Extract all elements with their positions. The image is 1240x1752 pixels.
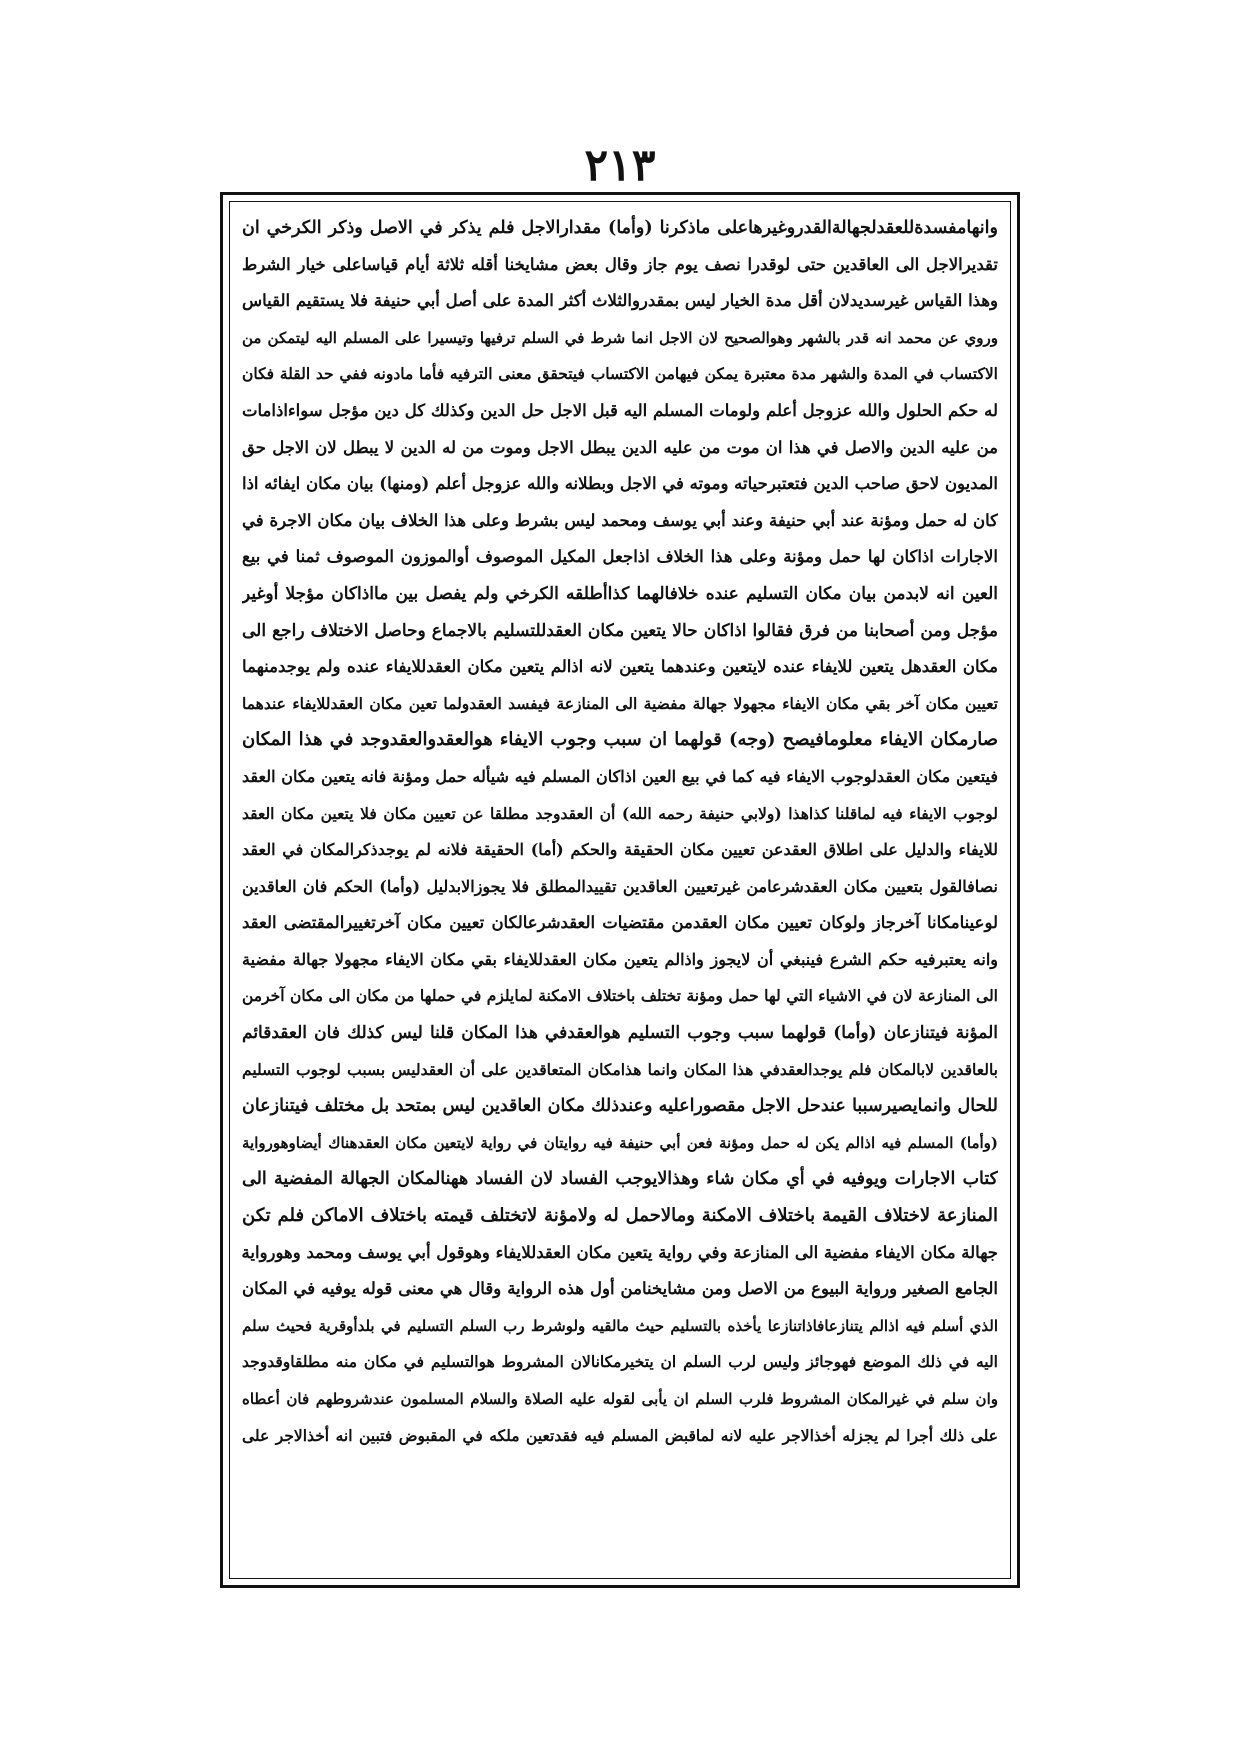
text-line: مؤجل ومن أصحابنا من فرق فقالوا اذاكان حالا يتعين مكان العقدللتسليم بالاجماع وحاصل الاختلاف راجع الى (242, 620, 998, 641)
page-frame (220, 192, 1020, 1588)
text-line: (وأما) المسلم فيه اذالم يكن له حمل ومؤنة فعن أبي حنيفة فيه روايتان في رواية لايتعين مكان العقدهناك أيضاوهورواية (242, 1133, 998, 1152)
text-line: للحال وانمايصيرسببا عندحل الاجل مقصوراعليه وعندذلك مكان العاقدين ليس بمتحد بل مختلف فيتنازعان (242, 1096, 998, 1117)
text-line: من عليه الدين والاصل في هذا ان موت من عليه الدين يبطل الاجل وموت من له الدين لا يبطل لان الاجل حق (242, 437, 998, 457)
text-line: الجامع الصغير ورواية البيوع من الاصل ومن مشايخنامن أول هذه الرواية وقال هي معنى قوله يوفيه في المكان (242, 1279, 998, 1299)
text-line: اليه في ذلك الموضع فهوجائز وليس لرب السلم ان يتخيرمكانالان المشروط هوالتسليم في مكان منه مطلقاوقدوجد (242, 1352, 998, 1372)
text-line: الاكتساب في المدة والشهر مدة معتبرة يمكن فيهامن الاكتساب فيتحقق معنى الترفيه فأما مادونه ففي حد القلة فكان (242, 364, 998, 384)
text-line: المنازعة لاختلاف القيمة باختلاف الامكنة ومالاحمل له ولامؤنة لاتختلف قيمته باختلاف الاماكن فلم تكن (242, 1205, 998, 1227)
text-line: العين انه لابدمن بيان مكان التسليم عنده خلافالهما كذاأطلقه الكرخي ولم يفصل بين مااذاكان مؤجلا أوغير (242, 583, 998, 604)
text-line: بالعاقدين لابالمكان فلم يوجدالعقدفي هذا المكان وانما هذامكان المتعاقدين على أن العقدليس بسبب لوجوب التسليم (242, 1059, 998, 1079)
text-line: المديون لاحق صاحب الدين فتعتبرحياته وموته في الاجل وبطلانه والله عزوجل أعلم (ومنها) بيان مكان ايفائه اذا (242, 474, 998, 494)
text-line: وانهامفسدةللعقدلجهالةالقدروغيرهاعلى ماذكرنا (وأما) مقدارالاجل فلم يذكر في الاصل وذكر الكرخي ان (242, 218, 998, 238)
text-line: وروي عن محمد انه قدر بالشهر وهوالصحيح لان الاجل انما شرط في السلم ترفيها وتيسيرا على المسلم اليه ليتمكن من (242, 328, 998, 347)
text-line: المؤنة فيتنازعان (وأما) قولهما سبب وجوب التسليم هوالعقدفي هذا المكان قلنا ليس كذلك فان العقدقائم (242, 1023, 998, 1044)
text-line: لوجوب الايفاء فيه لماقلنا كذاهذا (ولابي حنيفة رحمه الله) أن العقدوجد مطلقا عن تعيين مكان فلا يتعين مكان العقد (242, 803, 998, 823)
text-line: الى المنازعة لان في الاشياء التي لها حمل ومؤنة تختلف باختلاف الامكنة لمايلزم في حملها من مكان الى مكان آخرمن (242, 986, 998, 1006)
text-line: وانه يعتبرفيه حكم الشرع فينبغي أن لايجوز واذالم يتعين مكان العقدللايفاء بقي مكان الايفاء مجهولا جهالة مفضية (242, 949, 998, 969)
page-frame-inner (229, 201, 1011, 1579)
text-line: الذي أسلم فيه اذالم يتنازعافاذاتنازعا يأخذه بالتسليم حيث مالقيه ولوشرط رب السلم التسليم في بلدأوقرية فحيث سلم (242, 1316, 998, 1335)
text-line: لوعينامكانا آخرجاز ولوكان تعيين مكان العقدمن مقتضيات العقدشرعالكان تعيين مكان آخرتغييرالمقتضى العقد (242, 913, 998, 933)
text-line: تقديرالاجل الى العاقدين حتى لوقدرا نصف يوم جاز وقال بعض مشايخنا أقله ثلاثة أيام قياساعلى خيار الشرط (242, 254, 998, 274)
text-line: له حكم الحلول والله عزوجل أعلم ولومات المسلم اليه قبل الاجل حل الدين وكذلك كل دين مؤجل سواءاذامات (242, 400, 998, 420)
text-line: كتاب الاجارات ويوفيه في أي مكان شاء وهذالايوجب الفساد لان الفساد ههنالمكان الجهالة المفضية الى (242, 1169, 998, 1190)
text-line: فيتعين مكان العقدلوجوب الايفاء فيه كما في بيع العين اذاكان المسلم فيه شيأله حمل ومؤنة فانه يتعين مكان العقد (242, 766, 998, 786)
text-line: وان سلم في غيرالمكان المشروط فلرب السلم ان يأبى لقوله عليه الصلاة والسلام المسلمون عندشروطهم فان أعطاه (242, 1390, 998, 1408)
page-number: ٢١٣ (584, 140, 656, 191)
text-line: كان له حمل ومؤنة عند أبي حنيفة وعند أبي يوسف ومحمد ليس بشرط وعلى هذا الخلاف بيان مكان الاجرة في (242, 510, 998, 530)
body-text (242, 210, 998, 1570)
text-line: تعيين مكان آخر بقي مكان الايفاء مجهولا جهالة مفضية الى المنازعة فيفسد العقدولما تعين مكان العقدللايفاء عندهما (242, 693, 998, 713)
text-line: جهالة مكان الايفاء مفضية الى المنازعة وفي رواية يتعين مكان العقدللايفاء وهوقول أبي يوسف ومحمد وهورواية (242, 1242, 998, 1262)
text-line: نصافالقول بتعيين مكان العقدشرعامن غيرتعيين العاقدين تقييدالمطلق فلا يجوزالابدليل (وأما) الحكم فان العاقدين (242, 876, 998, 896)
text-line: وهذا القياس غيرسديدلان أقل مدة الخيار ليس بمقدروالثلاث أكثر المدة على أصل أبي حنيفة فلا يستقيم القياس (242, 291, 998, 311)
text-line: على ذلك أجرا لم يجزله أخذالاجر عليه لانه لماقبض المسلم فيه فقدتعين ملكه في المقبوض فتبين انه أخذالاجر على (242, 1425, 998, 1445)
text-line: صارمكان الايفاء معلومافيصح (وجه) قولهما ان سبب وجوب الايفاء هوالعقدوالعقدوجد في هذا المكان (242, 729, 998, 751)
text-line: الاجارات اذاكان لها حمل ومؤنة وعلى هذا الخلاف اذاجعل المكيل الموصوف أوالموزون الموصوف ثمنا في بيع (242, 547, 998, 567)
text-line: للايفاء والدليل على اطلاق العقدعن تعيين مكان الحقيقة والحكم (أما) الحقيقة فلانه لم يوجدذكرالمكان في العقد (242, 840, 998, 860)
text-line: مكان العقدهل يتعين للايفاء عنده لايتعين وعندهما يتعين لانه اذالم يتعين مكان العقدللايفاء عنده ولم يوجدمنهما (242, 657, 998, 677)
